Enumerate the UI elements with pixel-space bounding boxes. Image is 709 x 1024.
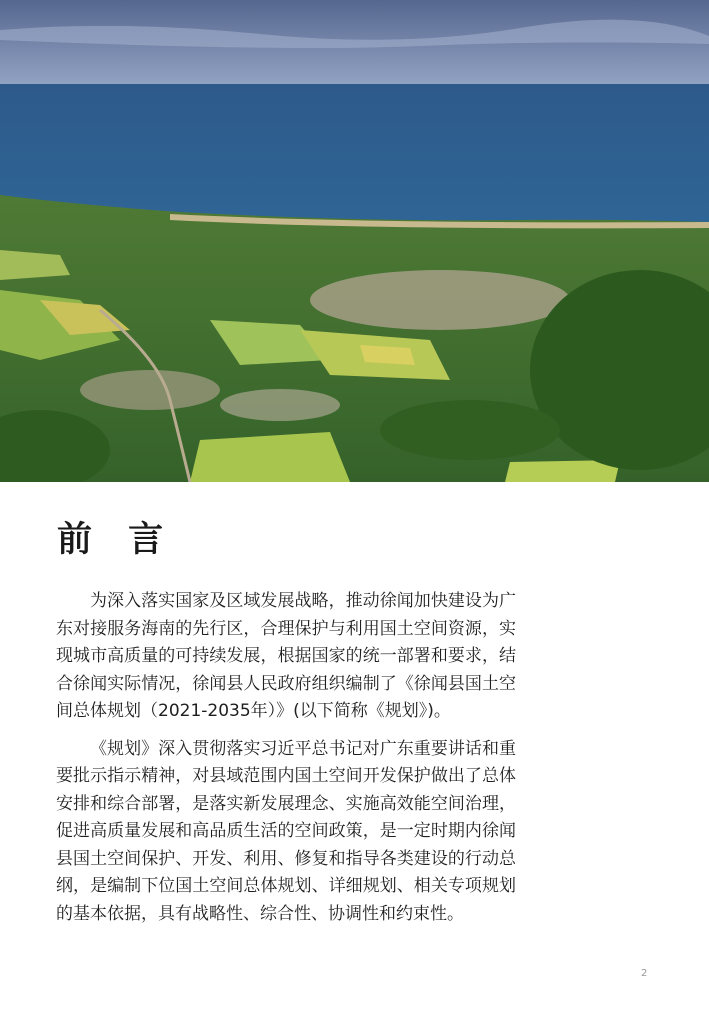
preface-paragraph-1: 为深入落实国家及区域发展战略，推动徐闻加快建设为广东对接服务海南的先行区，合理保护与利用国土空间资源，实现城市高质量的可持续发展，根据国家的统一部署和要求，结合徐闻实际情况，徐闻县人民政府组织编制了《徐闻县国土空间总体规划（2021-2035年）》(以下简称《规划》)。 <box>56 591 516 721</box>
page-number: 2 <box>641 968 648 979</box>
preface-body <box>56 588 516 938</box>
preface-paragraph-2: 《规划》深入贯彻落实习近平总书记对广东重要讲话和重要批示指示精神，对县域范围内国土空间开发保护做出了总体安排和综合部署，是落实新发展理念、实施高效能空间治理，促进高质量发展和高品质生活的空间政策，是一定时期内徐闻县国土空间保护、开发、利用、修复和指导各类建设的行动总纲，是编制下位国土空间总体规划、详细规划、相关专项规划的基本依据，具有战略性、综合性、协调性和约束性。 <box>56 738 516 924</box>
hero-photo <box>0 0 709 482</box>
aerial-coastal-village-photo-icon <box>0 0 709 482</box>
page-title: 前 言 <box>57 520 176 560</box>
